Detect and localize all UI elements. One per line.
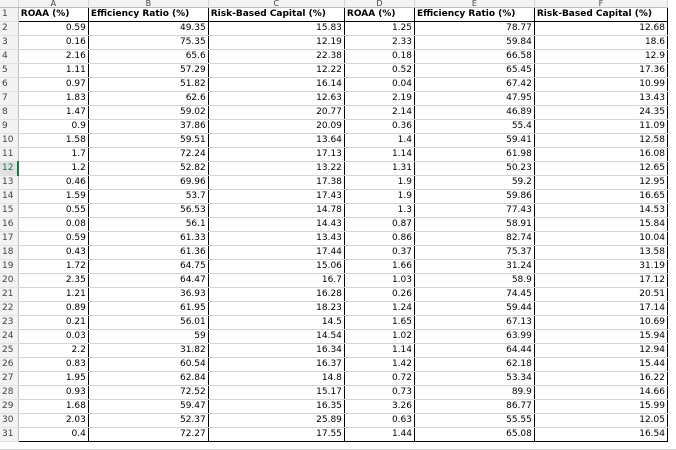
table-cell[interactable]: 1.14 bbox=[344, 148, 414, 162]
table-cell[interactable]: 31.82 bbox=[88, 344, 208, 358]
table-cell[interactable]: 0.89 bbox=[18, 302, 88, 316]
table-cell[interactable]: 2.03 bbox=[18, 414, 88, 428]
row-number[interactable]: 6 bbox=[0, 78, 18, 92]
table-cell[interactable]: 75.37 bbox=[414, 246, 534, 260]
table-cell[interactable]: 0.52 bbox=[344, 64, 414, 78]
table-cell[interactable]: 0.97 bbox=[18, 78, 88, 92]
table-cell[interactable]: 1.4 bbox=[344, 134, 414, 148]
table-cell[interactable]: 61.33 bbox=[88, 232, 208, 246]
table-cell[interactable]: 59.84 bbox=[414, 36, 534, 50]
table-cell[interactable]: 82.74 bbox=[414, 232, 534, 246]
table-cell[interactable]: 62.18 bbox=[414, 358, 534, 372]
table-cell[interactable]: 1.95 bbox=[18, 372, 88, 386]
row-number[interactable]: 23 bbox=[0, 316, 18, 330]
table-cell[interactable]: 1.66 bbox=[344, 260, 414, 274]
column-header-row bbox=[0, 0, 668, 8]
table-cell[interactable]: 59.51 bbox=[88, 134, 208, 148]
table-cell[interactable]: 0.16 bbox=[18, 36, 88, 50]
table-row bbox=[0, 176, 668, 190]
table-cell[interactable]: 12.95 bbox=[534, 176, 667, 190]
table-cell[interactable]: 0.87 bbox=[344, 218, 414, 232]
table-row bbox=[0, 134, 668, 148]
table-cell[interactable]: 16.14 bbox=[208, 78, 344, 92]
row-number[interactable]: 25 bbox=[0, 344, 18, 358]
table-row bbox=[0, 288, 668, 302]
table-cell[interactable]: 12.22 bbox=[208, 64, 344, 78]
table-cell[interactable]: 61.98 bbox=[414, 148, 534, 162]
table-cell[interactable]: 12.19 bbox=[208, 36, 344, 50]
table-cell[interactable]: 0.36 bbox=[344, 120, 414, 134]
table-cell[interactable]: 12.65 bbox=[534, 162, 667, 176]
table-cell[interactable]: 72.52 bbox=[88, 386, 208, 400]
table-cell[interactable]: 13.43 bbox=[534, 92, 667, 106]
table-cell[interactable]: 49.35 bbox=[88, 22, 208, 36]
table-cell[interactable]: 0.43 bbox=[18, 246, 88, 260]
column-header-d[interactable]: D bbox=[344, 0, 414, 8]
table-cell[interactable]: 0.4 bbox=[18, 428, 88, 442]
header-cell-roaa[interactable]: ROAA (%) bbox=[18, 8, 88, 22]
table-cell[interactable]: 0.59 bbox=[18, 232, 88, 246]
table-cell[interactable]: 12.05 bbox=[534, 414, 667, 428]
table-cell[interactable]: 1.25 bbox=[344, 22, 414, 36]
table-cell[interactable]: 1.9 bbox=[344, 190, 414, 204]
table-cell[interactable]: 0.08 bbox=[18, 218, 88, 232]
table-cell[interactable]: 53.7 bbox=[88, 190, 208, 204]
row-number[interactable]: 13 bbox=[0, 176, 18, 190]
table-cell[interactable]: 56.01 bbox=[88, 316, 208, 330]
table-cell[interactable]: 16.34 bbox=[208, 344, 344, 358]
table-cell[interactable]: 1.65 bbox=[344, 316, 414, 330]
row-number[interactable]: 16 bbox=[0, 218, 18, 232]
table-cell[interactable]: 17.38 bbox=[208, 176, 344, 190]
table-row bbox=[0, 246, 668, 260]
row-number[interactable]: 19 bbox=[0, 260, 18, 274]
table-cell[interactable]: 1.14 bbox=[344, 344, 414, 358]
table-cell[interactable]: 0.55 bbox=[18, 204, 88, 218]
table-cell[interactable]: 46.89 bbox=[414, 106, 534, 120]
table-cell[interactable]: 74.45 bbox=[414, 288, 534, 302]
row-number[interactable]: 18 bbox=[0, 246, 18, 260]
table-row bbox=[0, 148, 668, 162]
table-cell[interactable]: 59.44 bbox=[414, 302, 534, 316]
table-cell[interactable]: 18.23 bbox=[208, 302, 344, 316]
table-cell[interactable]: 1.2 bbox=[18, 162, 88, 176]
table-cell[interactable]: 62.84 bbox=[88, 372, 208, 386]
table-cell[interactable]: 0.63 bbox=[344, 414, 414, 428]
table-cell[interactable]: 16.7 bbox=[208, 274, 344, 288]
table-cell[interactable]: 14.8 bbox=[208, 372, 344, 386]
table-cell[interactable]: 59.41 bbox=[414, 134, 534, 148]
table-cell[interactable]: 1.47 bbox=[18, 106, 88, 120]
table-cell[interactable]: 16.65 bbox=[534, 190, 667, 204]
table-cell[interactable]: 1.68 bbox=[18, 400, 88, 414]
table-row bbox=[0, 64, 668, 78]
table-cell[interactable]: 15.44 bbox=[534, 358, 667, 372]
table-cell[interactable]: 0.46 bbox=[18, 176, 88, 190]
header-cell-risk-based-capital[interactable]: Risk-Based Capital (%) bbox=[208, 8, 344, 22]
table-row bbox=[0, 302, 668, 316]
table-cell[interactable]: 16.35 bbox=[208, 400, 344, 414]
table-cell[interactable]: 51.82 bbox=[88, 78, 208, 92]
row-number[interactable]: 12 bbox=[0, 162, 18, 176]
table-cell[interactable]: 64.47 bbox=[88, 274, 208, 288]
table-cell[interactable]: 14.66 bbox=[534, 386, 667, 400]
table-cell[interactable]: 17.44 bbox=[208, 246, 344, 260]
row-number[interactable]: 5 bbox=[0, 64, 18, 78]
table-cell[interactable]: 1.11 bbox=[18, 64, 88, 78]
table-row bbox=[0, 358, 668, 372]
table-cell[interactable]: 1.42 bbox=[344, 358, 414, 372]
table-cell[interactable]: 67.42 bbox=[414, 78, 534, 92]
header-cell-efficiency-ratio-2[interactable]: Efficiency Ratio (%) bbox=[414, 8, 534, 22]
table-cell[interactable]: 13.58 bbox=[534, 246, 667, 260]
column-header-c[interactable]: C bbox=[208, 0, 344, 8]
table-row bbox=[0, 120, 668, 134]
table-cell[interactable]: 56.53 bbox=[88, 204, 208, 218]
table-cell[interactable]: 61.95 bbox=[88, 302, 208, 316]
table-cell[interactable]: 2.14 bbox=[344, 106, 414, 120]
table-cell[interactable]: 0.37 bbox=[344, 246, 414, 260]
table-cell[interactable]: 0.93 bbox=[18, 386, 88, 400]
table-cell[interactable]: 75.35 bbox=[88, 36, 208, 50]
row-number[interactable]: 31 bbox=[0, 428, 18, 442]
column-header-b[interactable]: B bbox=[88, 0, 208, 8]
table-cell[interactable]: 14.53 bbox=[534, 204, 667, 218]
table-cell[interactable]: 61.36 bbox=[88, 246, 208, 260]
table-cell[interactable]: 16.28 bbox=[208, 288, 344, 302]
table-row bbox=[0, 400, 668, 414]
table-cell[interactable]: 31.24 bbox=[414, 260, 534, 274]
row-number[interactable]: 10 bbox=[0, 134, 18, 148]
table-cell[interactable]: 15.99 bbox=[534, 400, 667, 414]
table-cell[interactable]: 14.78 bbox=[208, 204, 344, 218]
table-cell[interactable]: 1.59 bbox=[18, 190, 88, 204]
table-cell[interactable]: 2.16 bbox=[18, 50, 88, 64]
table-cell[interactable]: 2.35 bbox=[18, 274, 88, 288]
table-cell[interactable]: 50.23 bbox=[414, 162, 534, 176]
table-cell[interactable]: 1.24 bbox=[344, 302, 414, 316]
table-cell[interactable]: 12.9 bbox=[534, 50, 667, 64]
row-number[interactable]: 28 bbox=[0, 386, 18, 400]
row-number[interactable]: 14 bbox=[0, 190, 18, 204]
table-cell[interactable]: 63.99 bbox=[414, 330, 534, 344]
table-cell[interactable]: 1.3 bbox=[344, 204, 414, 218]
table-cell[interactable]: 78.77 bbox=[414, 22, 534, 36]
table-row bbox=[0, 274, 668, 288]
table-cell[interactable]: 65.6 bbox=[88, 50, 208, 64]
header-cell-risk-based-capital-2[interactable]: Risk-Based Capital (%) bbox=[534, 8, 667, 22]
table-cell[interactable]: 3.26 bbox=[344, 400, 414, 414]
table-cell[interactable]: 18.6 bbox=[534, 36, 667, 50]
table-cell[interactable]: 15.94 bbox=[534, 330, 667, 344]
table-cell[interactable]: 59.2 bbox=[414, 176, 534, 190]
table-cell[interactable]: 10.69 bbox=[534, 316, 667, 330]
table-cell[interactable]: 10.04 bbox=[534, 232, 667, 246]
table-cell[interactable]: 2.33 bbox=[344, 36, 414, 50]
row-number[interactable]: 8 bbox=[0, 106, 18, 120]
table-cell[interactable]: 0.86 bbox=[344, 232, 414, 246]
table-row bbox=[0, 428, 668, 442]
table-row bbox=[0, 316, 668, 330]
table-cell[interactable]: 59 bbox=[88, 330, 208, 344]
table-cell[interactable]: 1.02 bbox=[344, 330, 414, 344]
table-cell[interactable]: 57.29 bbox=[88, 64, 208, 78]
header-cell-roaa-2[interactable]: ROAA (%) bbox=[344, 8, 414, 22]
table-row bbox=[0, 344, 668, 358]
row-number[interactable]: 15 bbox=[0, 204, 18, 218]
table-cell[interactable]: 66.58 bbox=[414, 50, 534, 64]
table-cell[interactable]: 58.9 bbox=[414, 274, 534, 288]
table-cell[interactable]: 10.99 bbox=[534, 78, 667, 92]
table-cell[interactable]: 72.24 bbox=[88, 148, 208, 162]
table-cell[interactable]: 56.1 bbox=[88, 218, 208, 232]
table-cell[interactable]: 17.36 bbox=[534, 64, 667, 78]
table-cell[interactable]: 14.43 bbox=[208, 218, 344, 232]
row-number[interactable]: 9 bbox=[0, 120, 18, 134]
column-header-a[interactable]: A bbox=[18, 0, 88, 8]
table-row bbox=[0, 204, 668, 218]
table-cell[interactable]: 0.72 bbox=[344, 372, 414, 386]
table-row bbox=[0, 50, 668, 64]
row-number[interactable]: 3 bbox=[0, 36, 18, 50]
table-cell[interactable]: 15.83 bbox=[208, 22, 344, 36]
table-cell[interactable]: 55.55 bbox=[414, 414, 534, 428]
table-cell[interactable]: 11.09 bbox=[534, 120, 667, 134]
table-cell[interactable]: 0.04 bbox=[344, 78, 414, 92]
row-number[interactable]: 24 bbox=[0, 330, 18, 344]
table-cell[interactable]: 13.22 bbox=[208, 162, 344, 176]
table-cell[interactable]: 15.84 bbox=[534, 218, 667, 232]
scroll-gutter bbox=[668, 0, 676, 450]
table-cell[interactable]: 52.82 bbox=[88, 162, 208, 176]
row-number[interactable]: 27 bbox=[0, 372, 18, 386]
table-cell[interactable]: 1.31 bbox=[344, 162, 414, 176]
table-cell[interactable]: 89.9 bbox=[414, 386, 534, 400]
table-cell[interactable]: 53.34 bbox=[414, 372, 534, 386]
table-cell[interactable]: 69.96 bbox=[88, 176, 208, 190]
table-cell[interactable]: 1.44 bbox=[344, 428, 414, 442]
table-row bbox=[0, 92, 668, 106]
table-cell[interactable]: 1.83 bbox=[18, 92, 88, 106]
select-all-corner[interactable] bbox=[0, 0, 18, 8]
table-cell[interactable]: 20.09 bbox=[208, 120, 344, 134]
table-cell[interactable]: 16.08 bbox=[534, 148, 667, 162]
table-cell[interactable]: 1.03 bbox=[344, 274, 414, 288]
table-cell[interactable]: 16.22 bbox=[534, 372, 667, 386]
table-cell[interactable]: 65.45 bbox=[414, 64, 534, 78]
row-number[interactable]: 20 bbox=[0, 274, 18, 288]
table-row bbox=[0, 260, 668, 274]
table-cell[interactable]: 17.13 bbox=[208, 148, 344, 162]
table-cell[interactable]: 55.4 bbox=[414, 120, 534, 134]
table-row bbox=[0, 414, 668, 428]
row-number[interactable]: 26 bbox=[0, 358, 18, 372]
row-number[interactable]: 17 bbox=[0, 232, 18, 246]
table-cell[interactable]: 59.02 bbox=[88, 106, 208, 120]
row-number[interactable]: 30 bbox=[0, 414, 18, 428]
header-row bbox=[0, 8, 668, 22]
table-cell[interactable]: 86.77 bbox=[414, 400, 534, 414]
table-cell[interactable]: 12.68 bbox=[534, 22, 667, 36]
table-cell[interactable]: 16.54 bbox=[534, 428, 667, 442]
table-cell[interactable]: 0.18 bbox=[344, 50, 414, 64]
table-cell[interactable]: 59.47 bbox=[88, 400, 208, 414]
table-cell[interactable]: 12.58 bbox=[534, 134, 667, 148]
table-cell[interactable]: 1.9 bbox=[344, 176, 414, 190]
table-cell[interactable]: 13.64 bbox=[208, 134, 344, 148]
table-cell[interactable]: 17.14 bbox=[534, 302, 667, 316]
table-row bbox=[0, 22, 668, 36]
table-row bbox=[0, 330, 668, 344]
table-cell[interactable]: 67.13 bbox=[414, 316, 534, 330]
column-header-f[interactable]: F bbox=[534, 0, 667, 8]
table-cell[interactable]: 16.37 bbox=[208, 358, 344, 372]
table-cell[interactable]: 64.75 bbox=[88, 260, 208, 274]
table-cell[interactable]: 37.86 bbox=[88, 120, 208, 134]
row-number[interactable]: 22 bbox=[0, 302, 18, 316]
table-cell[interactable]: 12.94 bbox=[534, 344, 667, 358]
table-row bbox=[0, 106, 668, 120]
row-number[interactable]: 29 bbox=[0, 400, 18, 414]
table-cell[interactable]: 2.2 bbox=[18, 344, 88, 358]
table-cell[interactable]: 17.12 bbox=[534, 274, 667, 288]
table-row bbox=[0, 386, 668, 400]
row-number[interactable]: 2 bbox=[0, 22, 18, 36]
table-cell[interactable]: 1.7 bbox=[18, 148, 88, 162]
table-cell[interactable]: 62.6 bbox=[88, 92, 208, 106]
table-cell[interactable]: 65.08 bbox=[414, 428, 534, 442]
table-cell[interactable]: 22.38 bbox=[208, 50, 344, 64]
table-cell[interactable]: 52.37 bbox=[88, 414, 208, 428]
table-cell[interactable]: 17.43 bbox=[208, 190, 344, 204]
table-cell[interactable]: 14.54 bbox=[208, 330, 344, 344]
table-cell[interactable]: 58.91 bbox=[414, 218, 534, 232]
table-cell[interactable]: 15.06 bbox=[208, 260, 344, 274]
table-cell[interactable]: 20.51 bbox=[534, 288, 667, 302]
table-cell[interactable]: 0.21 bbox=[18, 316, 88, 330]
table-cell[interactable]: 20.77 bbox=[208, 106, 344, 120]
table-row bbox=[0, 78, 668, 92]
table-cell[interactable]: 59.86 bbox=[414, 190, 534, 204]
table-row bbox=[0, 36, 668, 50]
row-number[interactable]: 21 bbox=[0, 288, 18, 302]
table-cell[interactable]: 25.89 bbox=[208, 414, 344, 428]
table-cell[interactable]: 1.72 bbox=[18, 260, 88, 274]
table-cell[interactable]: 36.93 bbox=[88, 288, 208, 302]
table-row bbox=[0, 232, 668, 246]
table-cell[interactable]: 1.21 bbox=[18, 288, 88, 302]
table-cell[interactable]: 12.63 bbox=[208, 92, 344, 106]
table-cell[interactable]: 60.54 bbox=[88, 358, 208, 372]
table-cell[interactable]: 14.5 bbox=[208, 316, 344, 330]
table-cell[interactable]: 0.59 bbox=[18, 22, 88, 36]
header-cell-efficiency-ratio[interactable]: Efficiency Ratio (%) bbox=[88, 8, 208, 22]
table-cell[interactable]: 0.83 bbox=[18, 358, 88, 372]
table-cell[interactable]: 72.27 bbox=[88, 428, 208, 442]
row-number[interactable]: 1 bbox=[0, 8, 18, 22]
table-row bbox=[0, 218, 668, 232]
table-row bbox=[0, 162, 668, 176]
table-cell[interactable]: 13.43 bbox=[208, 232, 344, 246]
row-number[interactable]: 4 bbox=[0, 50, 18, 64]
table-cell[interactable]: 31.19 bbox=[534, 260, 667, 274]
table-cell[interactable]: 15.17 bbox=[208, 386, 344, 400]
table-cell[interactable]: 0.73 bbox=[344, 386, 414, 400]
table-cell[interactable]: 0.26 bbox=[344, 288, 414, 302]
table-cell[interactable]: 0.9 bbox=[18, 120, 88, 134]
table-cell[interactable]: 77.43 bbox=[414, 204, 534, 218]
table-cell[interactable]: 1.58 bbox=[18, 134, 88, 148]
table-cell[interactable]: 0.03 bbox=[18, 330, 88, 344]
row-number[interactable]: 11 bbox=[0, 148, 18, 162]
table-cell[interactable]: 2.19 bbox=[344, 92, 414, 106]
table-cell[interactable]: 24.35 bbox=[534, 106, 667, 120]
table-row bbox=[0, 372, 668, 386]
row-number[interactable]: 7 bbox=[0, 92, 18, 106]
table-row bbox=[0, 190, 668, 204]
column-header-e[interactable]: E bbox=[414, 0, 534, 8]
table-cell[interactable]: 17.55 bbox=[208, 428, 344, 442]
table-cell[interactable]: 64.44 bbox=[414, 344, 534, 358]
table-cell[interactable]: 47.95 bbox=[414, 92, 534, 106]
